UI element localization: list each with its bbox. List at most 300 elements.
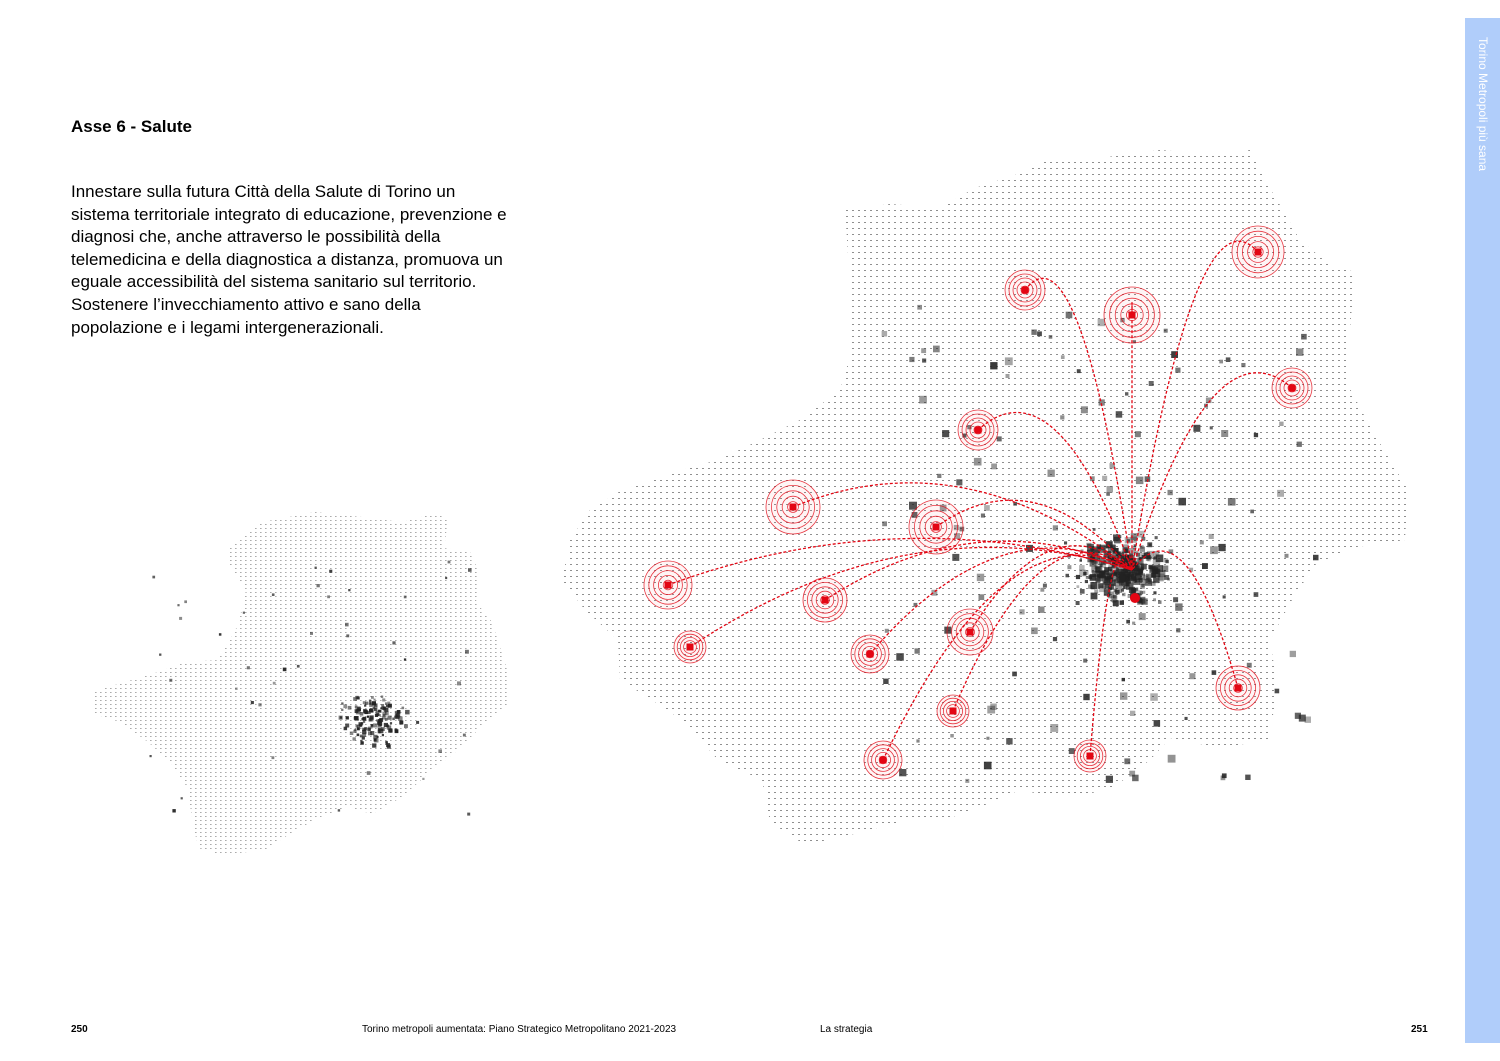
overview-dot (396, 715, 398, 717)
node-center (665, 582, 672, 589)
overview-dot (355, 705, 358, 708)
overview-dot (379, 710, 382, 713)
density-dot (997, 436, 1002, 441)
density-dot (1210, 546, 1218, 554)
density-dot (1125, 392, 1128, 395)
density-dot (1228, 498, 1236, 506)
density-dot (950, 734, 954, 738)
density-dot (1140, 584, 1145, 589)
overview-dot (340, 717, 342, 719)
density-dot (979, 594, 985, 600)
overview-dot (235, 688, 238, 691)
density-dot (1140, 547, 1145, 552)
density-dot (1221, 430, 1228, 437)
overview-dot (365, 702, 368, 705)
density-dot (1091, 593, 1098, 600)
overview-dot (346, 716, 349, 719)
sidebar-label: Torino Metropoli più sana (1476, 37, 1490, 172)
density-dot (1254, 433, 1258, 437)
density-dot (1301, 334, 1307, 340)
overview-dot (369, 702, 372, 705)
density-dot (1219, 360, 1223, 364)
overview-dot (315, 567, 317, 569)
overview-dot (390, 722, 392, 724)
overview-dot (386, 743, 390, 747)
overview-dot (385, 711, 389, 715)
overview-dot (343, 704, 347, 708)
overview-dot (327, 595, 330, 598)
density-dot (1209, 534, 1214, 539)
overview-dot (357, 734, 360, 737)
node-center (1129, 312, 1136, 319)
density-dot (1313, 555, 1319, 561)
section-body: Innestare sulla futura Città della Salute di Torino un sistema territoriale integrato di educazione, prevenzione e diagnosi che, anche attraverso le possibilità della telemedicina e della diagnostica a distanza, promuova un eguale accessibilità del sistema sanitario sul territorio. Sostenere l’invecchiamento attivo e sano della popolazione e i legami intergenerazionali. (71, 182, 507, 337)
overview-dot (364, 705, 366, 707)
density-dot (1104, 567, 1109, 572)
overview-dot (243, 612, 245, 614)
density-dot (909, 357, 914, 362)
density-dot (1089, 575, 1093, 579)
density-dot (1102, 476, 1107, 481)
density-dot (1106, 492, 1110, 496)
overview-dot (404, 658, 406, 660)
overview-dot (448, 561, 451, 564)
density-dot (896, 653, 904, 661)
overview-dot (150, 755, 152, 757)
overview-dot (363, 729, 365, 731)
density-dot (1185, 717, 1188, 720)
overview-dot (422, 778, 424, 780)
density-dot (1223, 595, 1226, 598)
density-dot (1175, 603, 1182, 610)
density-dot (1096, 577, 1101, 582)
overview-dot (379, 719, 381, 721)
overview-dot (329, 570, 332, 573)
overview-dot (370, 708, 374, 712)
density-dot (1037, 331, 1042, 336)
overview-dot (159, 654, 161, 656)
density-dot (1005, 357, 1013, 365)
density-dot (885, 629, 889, 633)
density-dot (1061, 355, 1065, 359)
overview-dot (310, 632, 313, 635)
density-dot (1019, 609, 1024, 614)
overview-dot (392, 718, 395, 721)
overview-dot (382, 734, 384, 736)
overview-dot (273, 682, 276, 685)
overview-dot (348, 589, 350, 591)
density-dot (1080, 559, 1083, 562)
density-dot (1136, 477, 1144, 485)
overview-dot (465, 650, 469, 654)
density-dot (990, 704, 997, 711)
page-number-right: 251 (1411, 1024, 1428, 1035)
overview-dot (445, 577, 447, 579)
overview-dot (247, 666, 250, 669)
node-center (950, 708, 957, 715)
overview-dot (416, 721, 419, 724)
density-dot (1159, 577, 1164, 582)
density-dot (1012, 672, 1017, 677)
overview-dot (360, 725, 363, 728)
node-center (687, 644, 694, 651)
density-dot (1116, 411, 1123, 418)
density-dot (1145, 579, 1152, 586)
overview-dot (395, 711, 399, 715)
overview-dot (374, 707, 378, 711)
density-dot (1130, 711, 1135, 716)
overview-dot (362, 736, 365, 739)
density-dot (1135, 580, 1138, 583)
density-dot (1064, 541, 1067, 544)
density-dot (1112, 599, 1116, 603)
overview-dot (317, 584, 320, 587)
overview-dot (381, 704, 384, 707)
overview-dot (388, 716, 392, 720)
density-dot (1066, 312, 1073, 319)
node-center (867, 651, 874, 658)
density-dot (1250, 510, 1254, 514)
overview-dot (346, 634, 349, 637)
density-dot (1106, 776, 1113, 783)
density-dot (1083, 694, 1089, 700)
density-dot (1128, 574, 1135, 581)
overview-dot (368, 727, 371, 730)
density-dot (1080, 589, 1085, 594)
overview-dot (386, 705, 389, 708)
overview-dot (353, 737, 356, 740)
overview-dot (355, 717, 358, 720)
page-number-left: 250 (71, 1024, 88, 1035)
density-dot (883, 679, 888, 684)
node-center (1235, 685, 1242, 692)
density-dot (1135, 431, 1141, 437)
density-dot (1115, 590, 1120, 595)
density-dot (984, 505, 990, 511)
overview-dot (341, 709, 343, 711)
density-dot (1122, 593, 1125, 596)
overview-dot (355, 725, 358, 728)
overview-dot (385, 718, 388, 721)
density-dot (1094, 589, 1098, 593)
overview-dot (373, 723, 377, 727)
overview-dot (369, 700, 371, 702)
density-dot (1107, 486, 1114, 493)
density-dot (1153, 598, 1156, 601)
overview-map (92, 512, 510, 855)
density-dot (986, 737, 989, 740)
overview-dot (402, 707, 405, 710)
node-center (790, 504, 797, 511)
density-dot (1006, 738, 1012, 744)
density-dot (1124, 758, 1130, 764)
density-dot (965, 779, 969, 783)
density-dot (1290, 651, 1296, 657)
overview-dot (382, 698, 385, 701)
density-dot (1154, 720, 1161, 727)
density-dot (1189, 673, 1195, 679)
overview-dot (386, 725, 389, 728)
density-dot (1221, 776, 1226, 781)
density-dot (1142, 591, 1145, 594)
overview-dot (463, 734, 466, 737)
density-dot (1299, 715, 1306, 722)
overview-dot (177, 604, 179, 606)
density-dot (1083, 659, 1087, 663)
density-dot (1077, 585, 1080, 588)
density-dot (1076, 601, 1080, 605)
overview-dot (468, 568, 472, 572)
overview-dot (374, 699, 376, 701)
density-dot (1247, 663, 1252, 668)
density-dot (1098, 571, 1105, 578)
density-dot (1134, 569, 1138, 573)
overview-dot (467, 813, 470, 816)
overview-dot (179, 617, 182, 620)
overview-dot (357, 727, 359, 729)
overview-dot (385, 702, 387, 704)
density-dot (1279, 422, 1283, 426)
overview-dot (360, 740, 362, 742)
density-dot (1150, 693, 1158, 701)
density-dot (990, 362, 997, 369)
density-dot (899, 769, 906, 776)
overview-dot (258, 703, 261, 706)
overview-dot (363, 721, 365, 723)
density-dot (952, 554, 959, 561)
node-center (933, 524, 940, 531)
node-center (1087, 753, 1094, 760)
density-dot (1098, 583, 1103, 588)
density-dot (991, 464, 997, 470)
node-center (1255, 249, 1262, 256)
overview-dot (374, 703, 378, 707)
overview-dot (184, 600, 187, 603)
node-center (822, 597, 829, 604)
density-dot (1006, 374, 1010, 378)
overview-dot (169, 679, 172, 682)
density-dot (1254, 592, 1259, 597)
density-dot (1149, 381, 1154, 386)
density-dot (1106, 572, 1109, 575)
density-dot (1152, 569, 1160, 577)
overview-dot (377, 736, 379, 738)
density-dot (1079, 570, 1086, 577)
overview-dot (341, 702, 343, 704)
overview-dot (181, 797, 183, 799)
density-dot (984, 762, 992, 770)
density-dot (1285, 554, 1289, 558)
node-center (975, 427, 982, 434)
density-dot (1168, 490, 1173, 495)
density-dot (1132, 588, 1136, 592)
density-dot (1093, 528, 1096, 531)
density-dot (1132, 622, 1135, 625)
overview-dot (297, 665, 300, 668)
density-dot (1126, 620, 1130, 624)
overview-dot (172, 809, 175, 812)
density-dot (1066, 574, 1070, 578)
density-dot (921, 348, 926, 353)
density-dot (1050, 724, 1058, 732)
density-dot (1048, 470, 1055, 477)
overview-dot (389, 729, 392, 732)
overview-dot (404, 596, 407, 599)
overview-dot (385, 741, 388, 744)
overview-dot (362, 718, 364, 720)
density-dot (1069, 748, 1075, 754)
territory-map (562, 150, 1408, 845)
density-dot (1193, 425, 1200, 432)
overview-dot (371, 696, 374, 699)
density-dot (1164, 558, 1168, 562)
density-dot (1098, 319, 1105, 326)
overview-dot (457, 681, 461, 685)
density-dot (1153, 591, 1156, 594)
overview-dot (438, 749, 442, 753)
density-dot (1139, 613, 1146, 620)
density-dot (1031, 628, 1038, 635)
density-dot (1155, 536, 1158, 539)
density-dot (1149, 544, 1152, 547)
density-dot (1129, 771, 1135, 777)
density-dot (1202, 563, 1208, 569)
overview-dot (356, 710, 360, 714)
overview-dot (367, 771, 371, 775)
overview-dot (283, 668, 287, 672)
density-dot (1049, 335, 1053, 339)
density-dot (1153, 557, 1156, 560)
density-dot (1040, 588, 1044, 592)
density-dot (882, 521, 887, 526)
section-title: Asse 6 - Salute (71, 117, 192, 136)
density-dot (933, 346, 940, 353)
density-dot (1138, 568, 1144, 574)
node-center (1289, 385, 1296, 392)
density-dot (1043, 584, 1047, 588)
overview-dot (348, 706, 352, 710)
overview-dot (405, 710, 410, 715)
overview-dot (356, 696, 359, 699)
density-dot (974, 458, 982, 466)
density-dot (1053, 525, 1058, 530)
density-dot (1226, 357, 1231, 362)
overview-dot (344, 727, 348, 731)
node-center (1022, 287, 1029, 294)
density-dot (1245, 775, 1250, 780)
density-dot (1297, 442, 1302, 447)
overview-dot (377, 713, 380, 716)
overview-dot (395, 729, 398, 732)
density-dot (1210, 426, 1213, 429)
density-dot (1158, 600, 1162, 604)
density-dot (942, 430, 949, 437)
density-dot (937, 474, 941, 478)
overview-dot (152, 576, 155, 579)
density-dot (1151, 581, 1156, 586)
overview-dot (360, 712, 364, 716)
density-dot (1212, 670, 1217, 675)
density-dot (1200, 540, 1204, 544)
density-dot (956, 479, 962, 485)
density-dot (1122, 678, 1125, 681)
density-dot (981, 514, 985, 518)
density-dot (1176, 628, 1180, 632)
density-dot (1120, 600, 1125, 605)
overview-dot (372, 743, 376, 747)
density-dot (1120, 692, 1127, 699)
density-dot (1218, 544, 1225, 551)
density-dot (1275, 689, 1280, 694)
density-dot (1152, 565, 1156, 569)
node-center (880, 757, 887, 764)
density-dot (1031, 330, 1036, 335)
density-dot (1085, 580, 1088, 583)
overview-dot (251, 701, 254, 704)
overview-dot (219, 633, 222, 636)
density-dot (1060, 415, 1064, 419)
density-dot (1173, 597, 1178, 602)
footer-chapter: La strategia (820, 1024, 873, 1035)
overview-dot (272, 756, 275, 759)
density-dot (1053, 637, 1057, 641)
overview-territory (92, 512, 510, 855)
overview-dot (354, 729, 356, 731)
density-dot (1277, 490, 1284, 497)
density-dot (1296, 349, 1303, 356)
density-dot (977, 574, 984, 581)
overview-dot (377, 724, 381, 728)
overview-dot (364, 710, 368, 714)
density-dot (1067, 565, 1071, 569)
density-dot (922, 359, 926, 363)
density-dot (1090, 582, 1097, 589)
overview-dot (370, 731, 374, 735)
overview-dot (381, 696, 383, 698)
overview-dot (399, 721, 403, 725)
density-dot (1175, 368, 1180, 373)
density-dot (1077, 369, 1081, 373)
overview-dot (392, 641, 395, 644)
density-dot (1038, 607, 1044, 613)
density-dot (1168, 755, 1176, 763)
density-dot (1178, 498, 1186, 506)
density-dot (916, 739, 919, 742)
density-dot (1164, 329, 1168, 333)
overview-dot (404, 724, 408, 728)
node-center (967, 629, 974, 636)
overview-dot (381, 707, 383, 709)
density-dot (1241, 363, 1245, 367)
density-dot (1115, 578, 1119, 582)
density-dot (1169, 549, 1174, 554)
overview-dot (345, 623, 349, 627)
density-dot (1081, 406, 1088, 413)
overview-dot (338, 809, 340, 811)
overview-dot (369, 717, 373, 721)
footer-publication: Torino metropoli aumentata: Piano Strategico Metropolitano 2021-2023 (362, 1024, 677, 1035)
hub-node (1130, 593, 1140, 603)
overview-dot (371, 724, 374, 727)
density-dot (1123, 586, 1126, 589)
density-dot (919, 396, 927, 404)
density-dot (917, 305, 922, 310)
density-dot (915, 648, 920, 653)
density-dot (1156, 555, 1164, 563)
density-dot (882, 331, 888, 337)
overview-dot (384, 708, 388, 712)
density-dot (1086, 576, 1089, 579)
